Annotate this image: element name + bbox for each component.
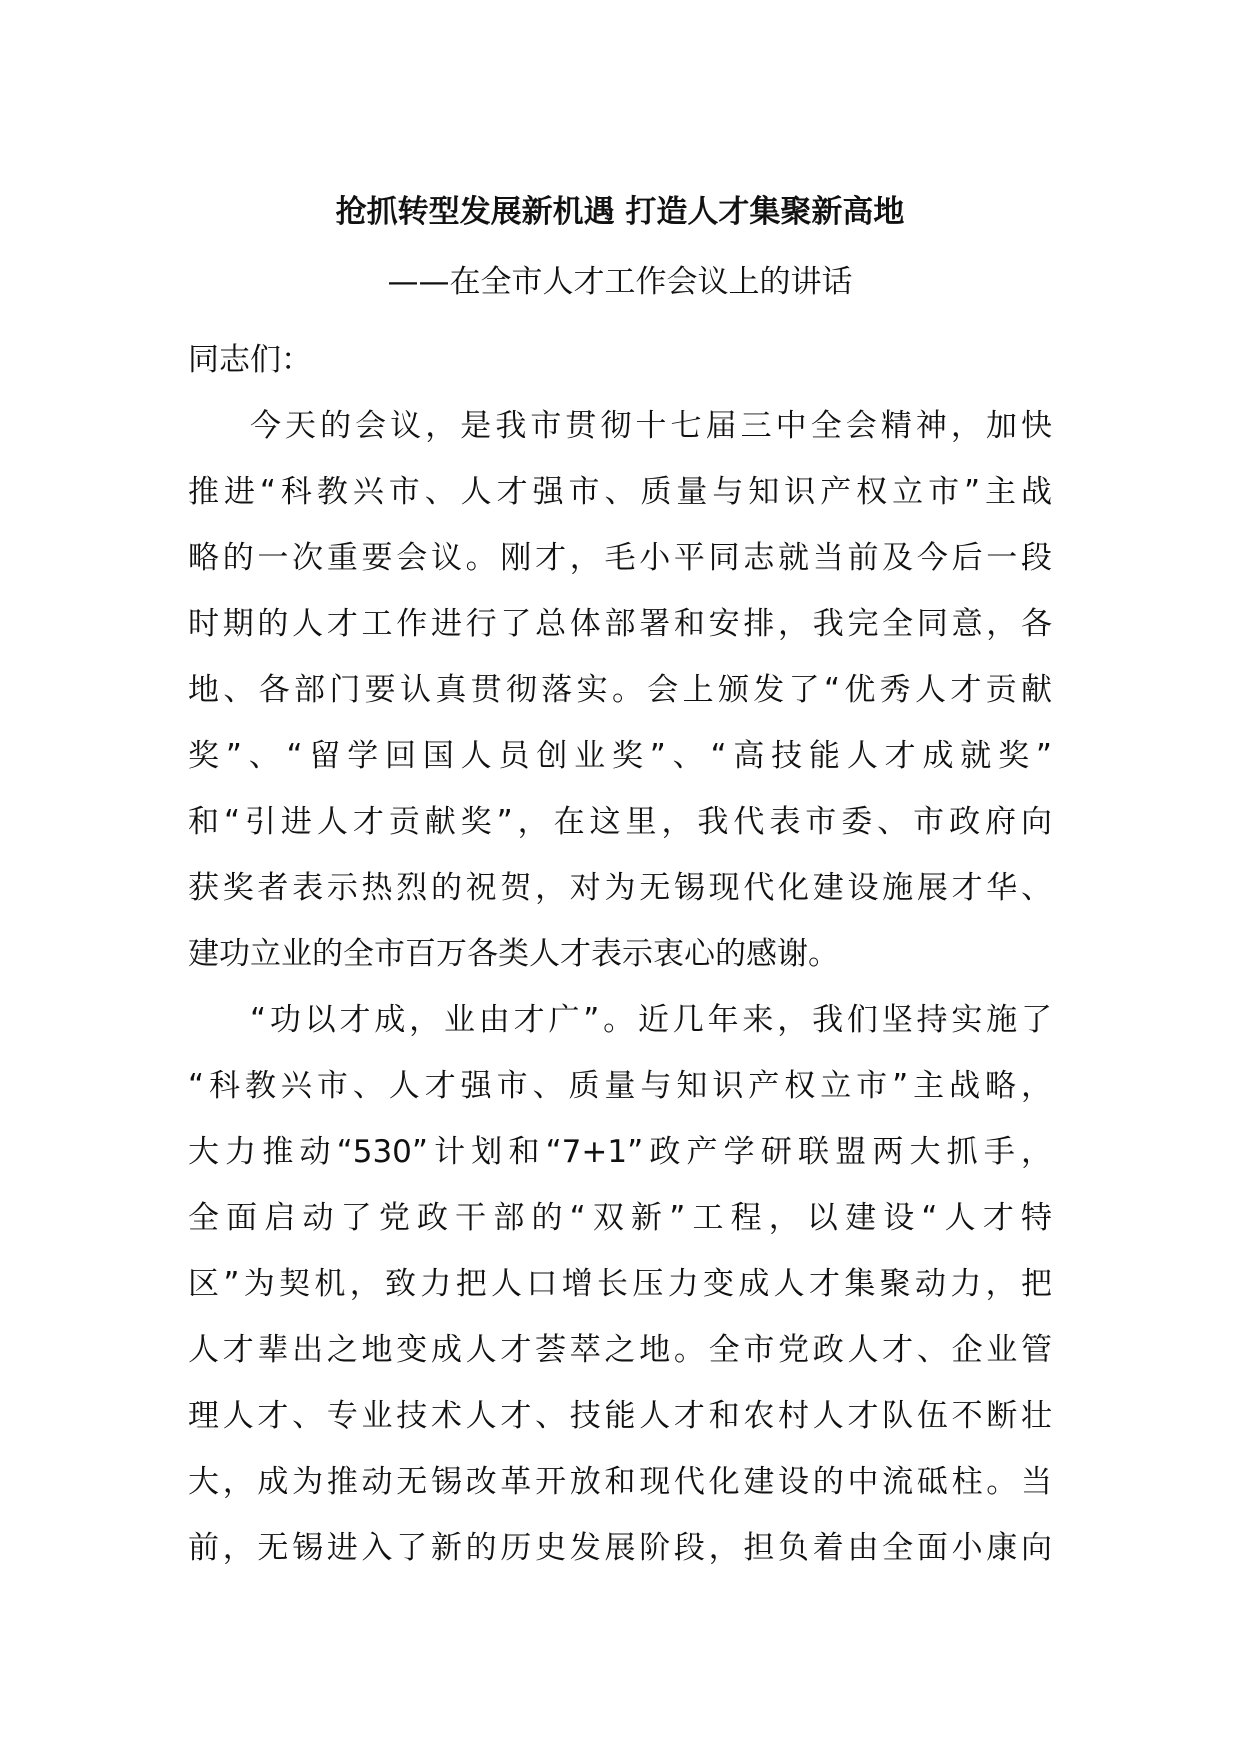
text-line: 时期的人才工作进行了总体部署和安排，我完全同意，各 (188, 606, 1052, 642)
text-line: 大，成为推动无锡改革开放和现代化建设的中流砥柱。当 (188, 1464, 1052, 1500)
text-line: “科教兴市、人才强市、质量与知识产权立市”主战略， (188, 1068, 1052, 1104)
text-line: 人才辈出之地变成人才荟萃之地。全市党政人才、企业管 (188, 1332, 1052, 1368)
text-line: 略的一次重要会议。刚才，毛小平同志就当前及今后一段 (188, 540, 1052, 576)
text-line: 全面启动了党政干部的“双新”工程，以建设“人才特 (188, 1200, 1052, 1236)
text-line: 奖”、“留学回国人员创业奖”、“高技能人才成就奖” (188, 738, 1052, 774)
text-line: 今天的会议，是我市贯彻十七届三中全会精神，加快 (250, 408, 1052, 444)
text-line: 大力推动“530”计划和“7+1”政产学研联盟两大抓手， (188, 1134, 1052, 1170)
salutation: 同志们： (188, 342, 312, 378)
document-body (188, 327, 1052, 1581)
document-subtitle: ——在全市人才工作会议上的讲话 (387, 264, 853, 300)
text-line: 区”为契机，致力把人口增长压力变成人才集聚动力，把 (188, 1266, 1052, 1302)
text-line: 和“引进人才贡献奖”，在这里，我代表市委、市政府向 (188, 804, 1052, 840)
text-line: “功以才成，业由才广”。近几年来，我们坚持实施了 (250, 1002, 1052, 1038)
text-line: 获奖者表示热烈的祝贺，对为无锡现代化建设施展才华、 (188, 870, 1052, 906)
text-line: 前，无锡进入了新的历史发展阶段，担负着由全面小康向 (188, 1530, 1052, 1566)
document-title: 抢抓转型发展新机遇 打造人才集聚新高地 (335, 194, 905, 230)
text-line: 建功立业的全市百万各类人才表示衷心的感谢。 (188, 936, 839, 972)
text-line: 理人才、专业技术人才、技能人才和农村人才队伍不断壮 (188, 1398, 1052, 1434)
text-line: 地、各部门要认真贯彻落实。会上颁发了“优秀人才贡献 (188, 672, 1052, 708)
text-line: 推进“科教兴市、人才强市、质量与知识产权立市”主战 (188, 474, 1052, 510)
